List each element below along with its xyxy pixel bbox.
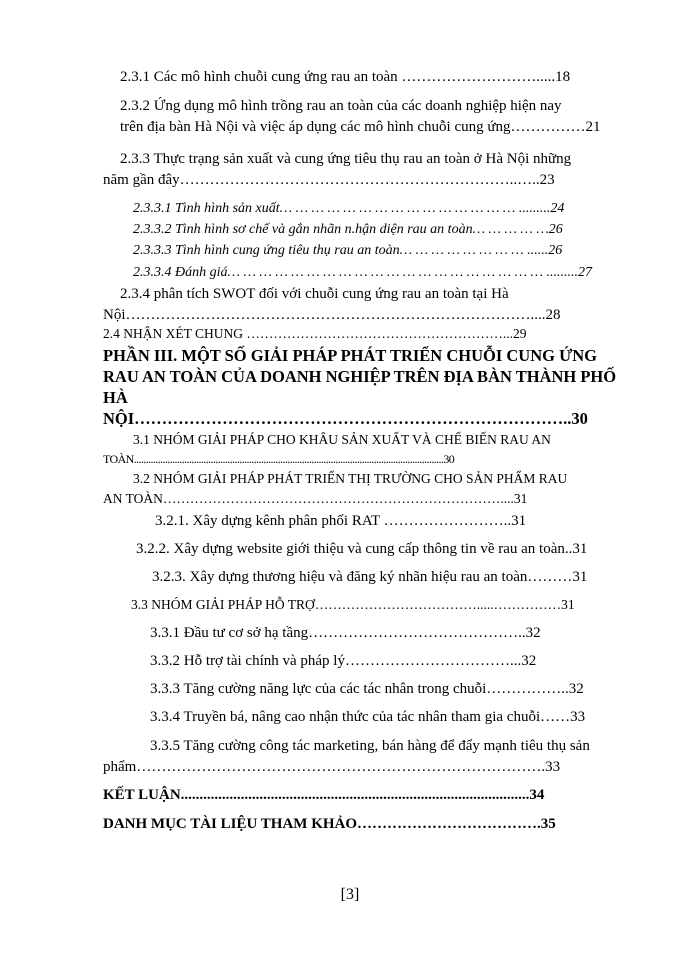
toc-entry-3-2-1: 3.2.1. Xây dựng kênh phân phối RAT ……………………..31 (155, 513, 527, 529)
toc-entry-2-3-3-line2: năm gần đây…………………………………………………………..…..23 (103, 172, 555, 188)
toc-references: DANH MỤC TÀI LIỆU THAM KHẢO……………………………….35 (103, 816, 556, 832)
toc-entry-2-4: 2.4 NHẬN XÉT CHUNG …………………………………………………...29 (103, 326, 527, 341)
toc-entry-2-3-2-line1: 2.3.2 Ứng dụng mô hình trồng rau an toàn của các doanh nghiệp hiện nay (120, 98, 562, 114)
toc-entry-3-1-line1: 3.1 NHÓM GIẢI PHÁP CHO KHÂU SẢN XUẤT VÀ CHẾ BIẾN RAU AN (133, 432, 551, 447)
toc-entry-3-3-5-line2: phẩm……………………………………………………………………….33 (103, 759, 561, 775)
toc-part-3-line3: HÀ (103, 388, 128, 407)
toc-conclusion: KẾT LUẬN.............................................................................................34 (103, 787, 545, 803)
toc-entry-2-3-2-line2: trên địa bàn Hà Nội và việc áp dụng các mô hình chuỗi cung ứng……………21 (120, 119, 601, 135)
toc-entry-3-1-line2: TOÀN.................................................................................................................................30 (103, 452, 455, 466)
toc-entry-2-3-3-1: 2.3.3.1 Tình hình sản xuất… … … … … … … … … … … … … … … .........24 (133, 201, 565, 216)
toc-entry-3-3: 3.3 NHÓM GIẢI PHÁP HỖ TRỢ……………………………….....……………31 (131, 597, 575, 612)
toc-part-3-line4: NỘI……………………………………………………………………..30 (103, 409, 588, 428)
toc-entry-2-3-3-4: 2.3.3.4 Đánh giá… … … … … … … … … … … … … … … … … … … … .........27 (133, 265, 592, 280)
toc-entry-3-2-line1: 3.2 NHÓM GIẢI PHÁP PHÁT TRIỂN THỊ TRƯỜNG CHO SẢN PHẨM RAU (133, 471, 568, 486)
page-number: [3] (340, 886, 360, 903)
toc-entry-3-2-line2: AN TOÀN…………………………………………………………………....31 (103, 491, 528, 506)
toc-entry-3-3-1: 3.3.1 Đầu tư cơ sở hạ tầng……………………………………..32 (150, 625, 541, 641)
toc-entry-2-3-4-line2: Nội………………………………………………………………………....28 (103, 307, 561, 323)
toc-part-3-line2: RAU AN TOÀN CỦA DOANH NGHIỆP TRÊN ĐỊA BÀN THÀNH PHỐ (103, 367, 617, 386)
toc-entry-3-2-3: 3.2.3. Xây dựng thương hiệu và đăng ký nhãn hiệu rau an toàn………31 (152, 569, 588, 585)
toc-entry-3-3-2: 3.3.2 Hỗ trợ tài chính và pháp lý……………………………...32 (150, 653, 537, 669)
toc-entry-2-3-4-line1: 2.3.4 phân tích SWOT đối với chuỗi cung ứng rau an toàn tại Hà (120, 286, 509, 302)
toc-entry-2-3-3-line1: 2.3.3 Thực trạng sản xuất và cung ứng tiêu thụ rau an toàn ở Hà Nội những (120, 151, 572, 167)
toc-entry-2-3-3-2: 2.3.3.2 Tình hình sơ chế và gắn nhãn n.hận diện rau an toàn… … … … …26 (133, 222, 563, 237)
toc-entry-3-3-5-line1: 3.3.5 Tăng cường công tác marketing, bán hàng để đẩy mạnh tiêu thụ sản (150, 738, 590, 754)
toc-part-3-line1: PHẦN III. MỘT SỐ GIẢI PHÁP PHÁT TRIỂN CHUỖI CUNG ỨNG (103, 346, 597, 365)
toc-entry-2-3-3-3: 2.3.3.3 Tình hình cung ứng tiêu thụ rau an toàn… … … … … … … … ......26 (133, 243, 563, 258)
toc-entry-3-3-4: 3.3.4 Truyền bá, nâng cao nhận thức của tác nhân tham gia chuỗi……33 (150, 709, 586, 725)
toc-entry-3-3-3: 3.3.3 Tăng cường năng lực của các tác nhân trong chuỗi……………..32 (150, 681, 584, 697)
toc-entry-3-2-2: 3.2.2. Xây dựng website giới thiệu và cung cấp thông tin về rau an toàn..31 (136, 541, 588, 557)
toc-entry-2-3-1: 2.3.1 Các mô hình chuỗi cung ứng rau an toàn ……………………….....18 (120, 69, 571, 85)
